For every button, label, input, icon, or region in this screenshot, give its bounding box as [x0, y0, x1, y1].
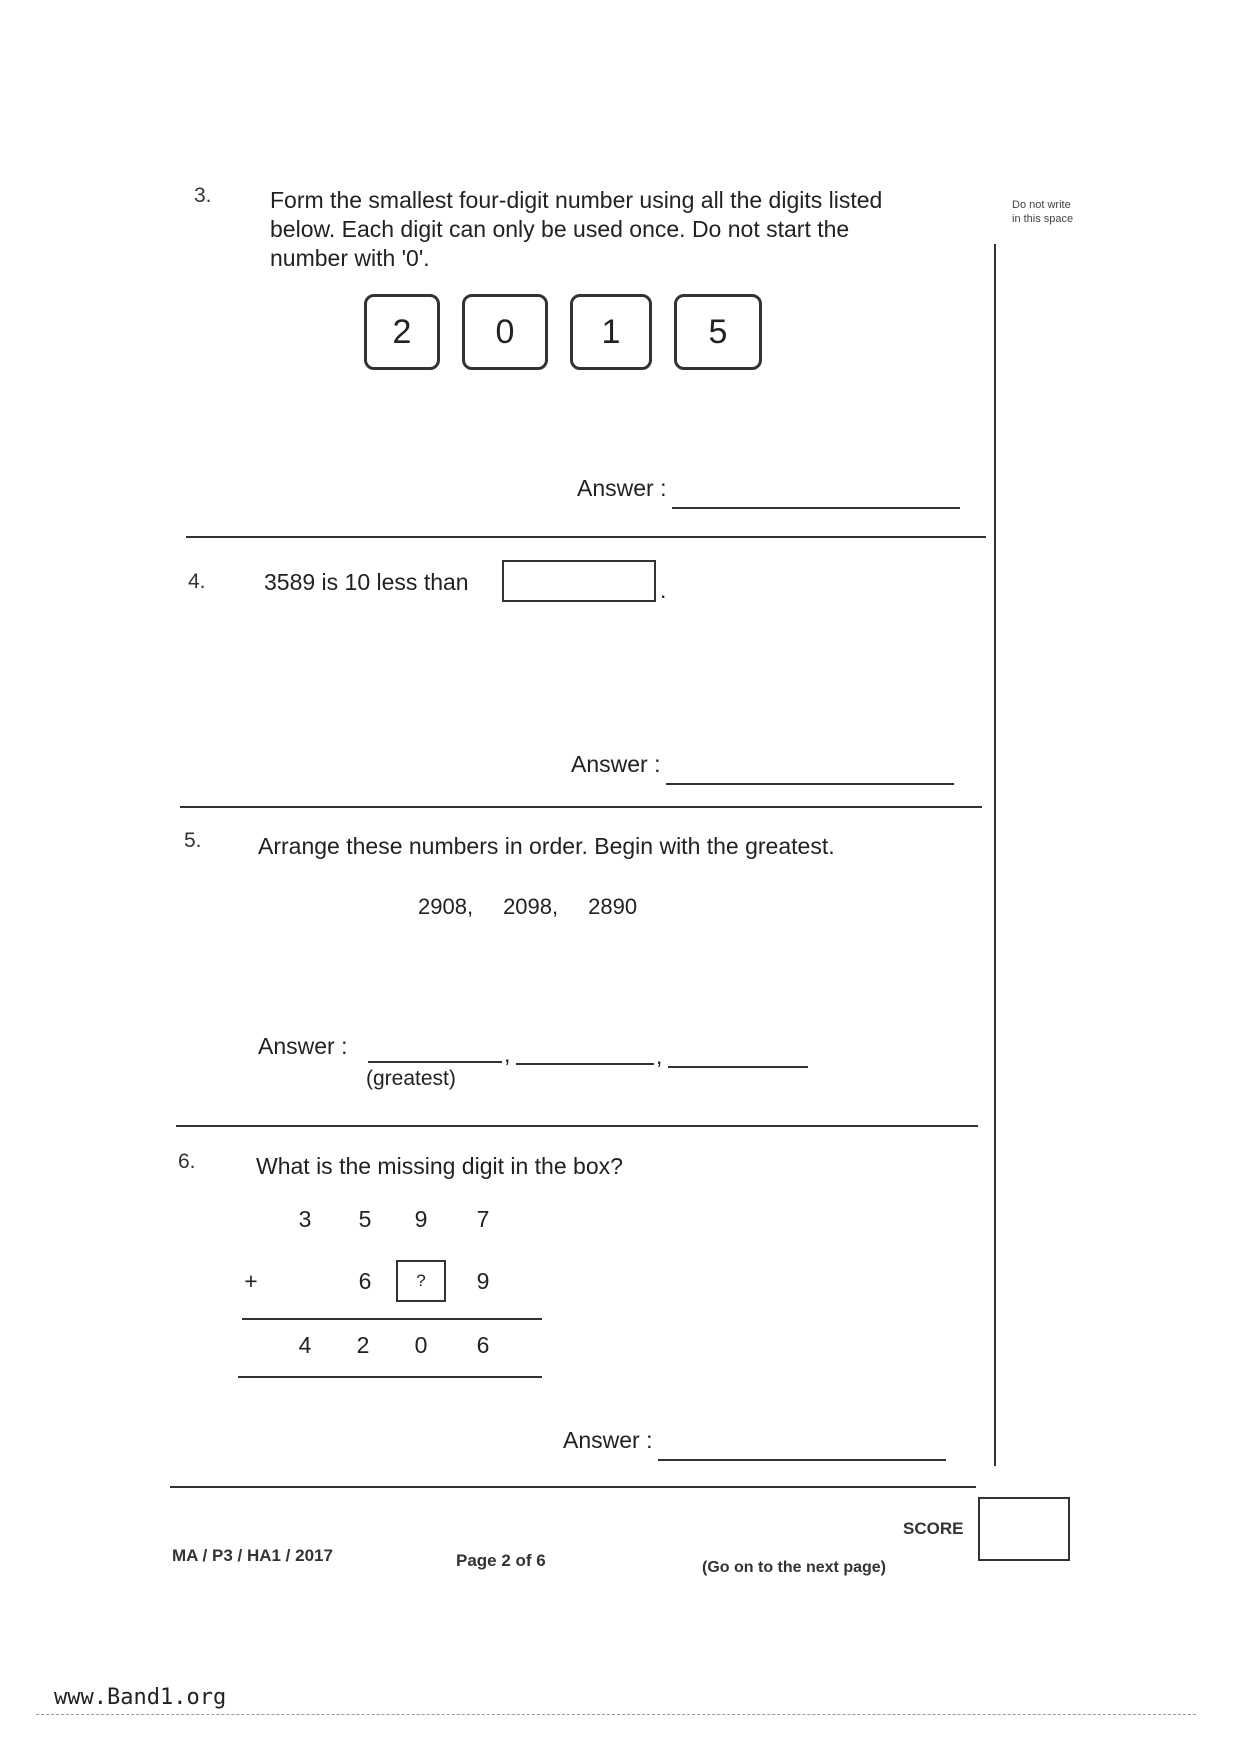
question-3-text: [270, 186, 970, 273]
question-5-number-2: 2098,: [503, 894, 559, 919]
question-5-answer-line-2[interactable]: [516, 1063, 654, 1065]
question-3-text-line-1: Form the smallest four-digit number using all the digits listed: [270, 187, 883, 213]
question-5-number-3: 2890: [588, 894, 638, 919]
divider-bottom: [170, 1486, 976, 1488]
row2-digit-4: 9: [476, 1268, 490, 1294]
margin-note-line-1: Do not write: [1012, 199, 1071, 211]
missing-digit-box[interactable]: [396, 1260, 446, 1302]
addition-row-1: [236, 1206, 536, 1240]
question-3-answer-line[interactable]: [672, 507, 960, 509]
question-4-text: 3589 is 10 less than: [264, 569, 469, 595]
digit-card-3: 1: [570, 294, 652, 370]
score-box[interactable]: [978, 1497, 1070, 1561]
question-4-number: 4.: [188, 570, 206, 593]
question-5-answer-line-3[interactable]: [668, 1066, 808, 1068]
question-3-answer-label: Answer :: [577, 475, 667, 501]
question-5-number: 5.: [184, 829, 202, 852]
question-5-answer-line-1[interactable]: [368, 1061, 502, 1063]
margin-note-line-2: in this space: [1012, 213, 1074, 225]
addition-line-top: [242, 1318, 542, 1320]
question-4-period: .: [660, 577, 667, 603]
paper-code: MA / P3 / HA1 / 2017: [172, 1546, 333, 1565]
plus-sign: +: [244, 1268, 258, 1294]
divider-q5-q6: [176, 1125, 978, 1127]
watermark-url[interactable]: www.Band1.org: [54, 1685, 227, 1710]
question-4-answer-label: Answer :: [571, 751, 661, 777]
digit-card-1: 2: [364, 294, 440, 370]
question-3-number: 3.: [194, 184, 212, 207]
question-5-answer-label: Answer :: [258, 1033, 348, 1059]
question-5-number-1: 2908,: [418, 894, 474, 919]
question-5-comma-1: ,: [504, 1041, 511, 1067]
question-3-text-line-2: below. Each digit can only be used once. Do not start the: [270, 216, 850, 242]
question-5-greatest-label: (greatest): [366, 1067, 456, 1090]
missing-digit-placeholder: ?: [416, 1271, 426, 1290]
question-5-numbers: [418, 894, 637, 920]
result-digit-3: 0: [414, 1332, 428, 1358]
divider-q3-q4: [186, 536, 986, 538]
question-4-answer-line[interactable]: [666, 783, 954, 785]
question-5-comma-2: ,: [656, 1043, 663, 1069]
score-label: SCORE: [903, 1519, 964, 1538]
question-6-answer-line[interactable]: [658, 1459, 946, 1461]
divider-q4-q5: [180, 806, 982, 808]
question-4-answer-box[interactable]: [502, 560, 656, 602]
row1-digit-2: 5: [358, 1206, 372, 1232]
row1-digit-4: 7: [476, 1206, 490, 1232]
row1-digit-1: 3: [298, 1206, 312, 1232]
margin-vertical-rule: [994, 244, 996, 1466]
question-5-text: Arrange these numbers in order. Begin with the greatest.: [258, 833, 835, 859]
addition-result-row: [236, 1332, 536, 1366]
digit-card-4: 5: [674, 294, 762, 370]
result-digit-2: 2: [356, 1332, 370, 1358]
addition-line-bottom: [238, 1376, 542, 1378]
digit-cards: [364, 294, 762, 370]
result-digit-4: 6: [476, 1332, 490, 1358]
next-page-note: (Go on to the next page): [702, 1559, 886, 1576]
question-3-text-line-3: number with '0'.: [270, 245, 430, 271]
page-number: Page 2 of 6: [456, 1551, 546, 1570]
row2-digit-2: 6: [358, 1268, 372, 1294]
digit-card-2: 0: [462, 294, 548, 370]
result-digit-1: 4: [298, 1332, 312, 1358]
question-6-answer-label: Answer :: [563, 1427, 653, 1453]
margin-note: [1012, 198, 1073, 226]
row1-digit-3: 9: [414, 1206, 428, 1232]
question-6-text: What is the missing digit in the box?: [256, 1153, 623, 1179]
addition-row-2: [236, 1264, 536, 1304]
bottom-scan-line: [36, 1714, 1196, 1715]
question-6-number: 6.: [178, 1150, 196, 1173]
